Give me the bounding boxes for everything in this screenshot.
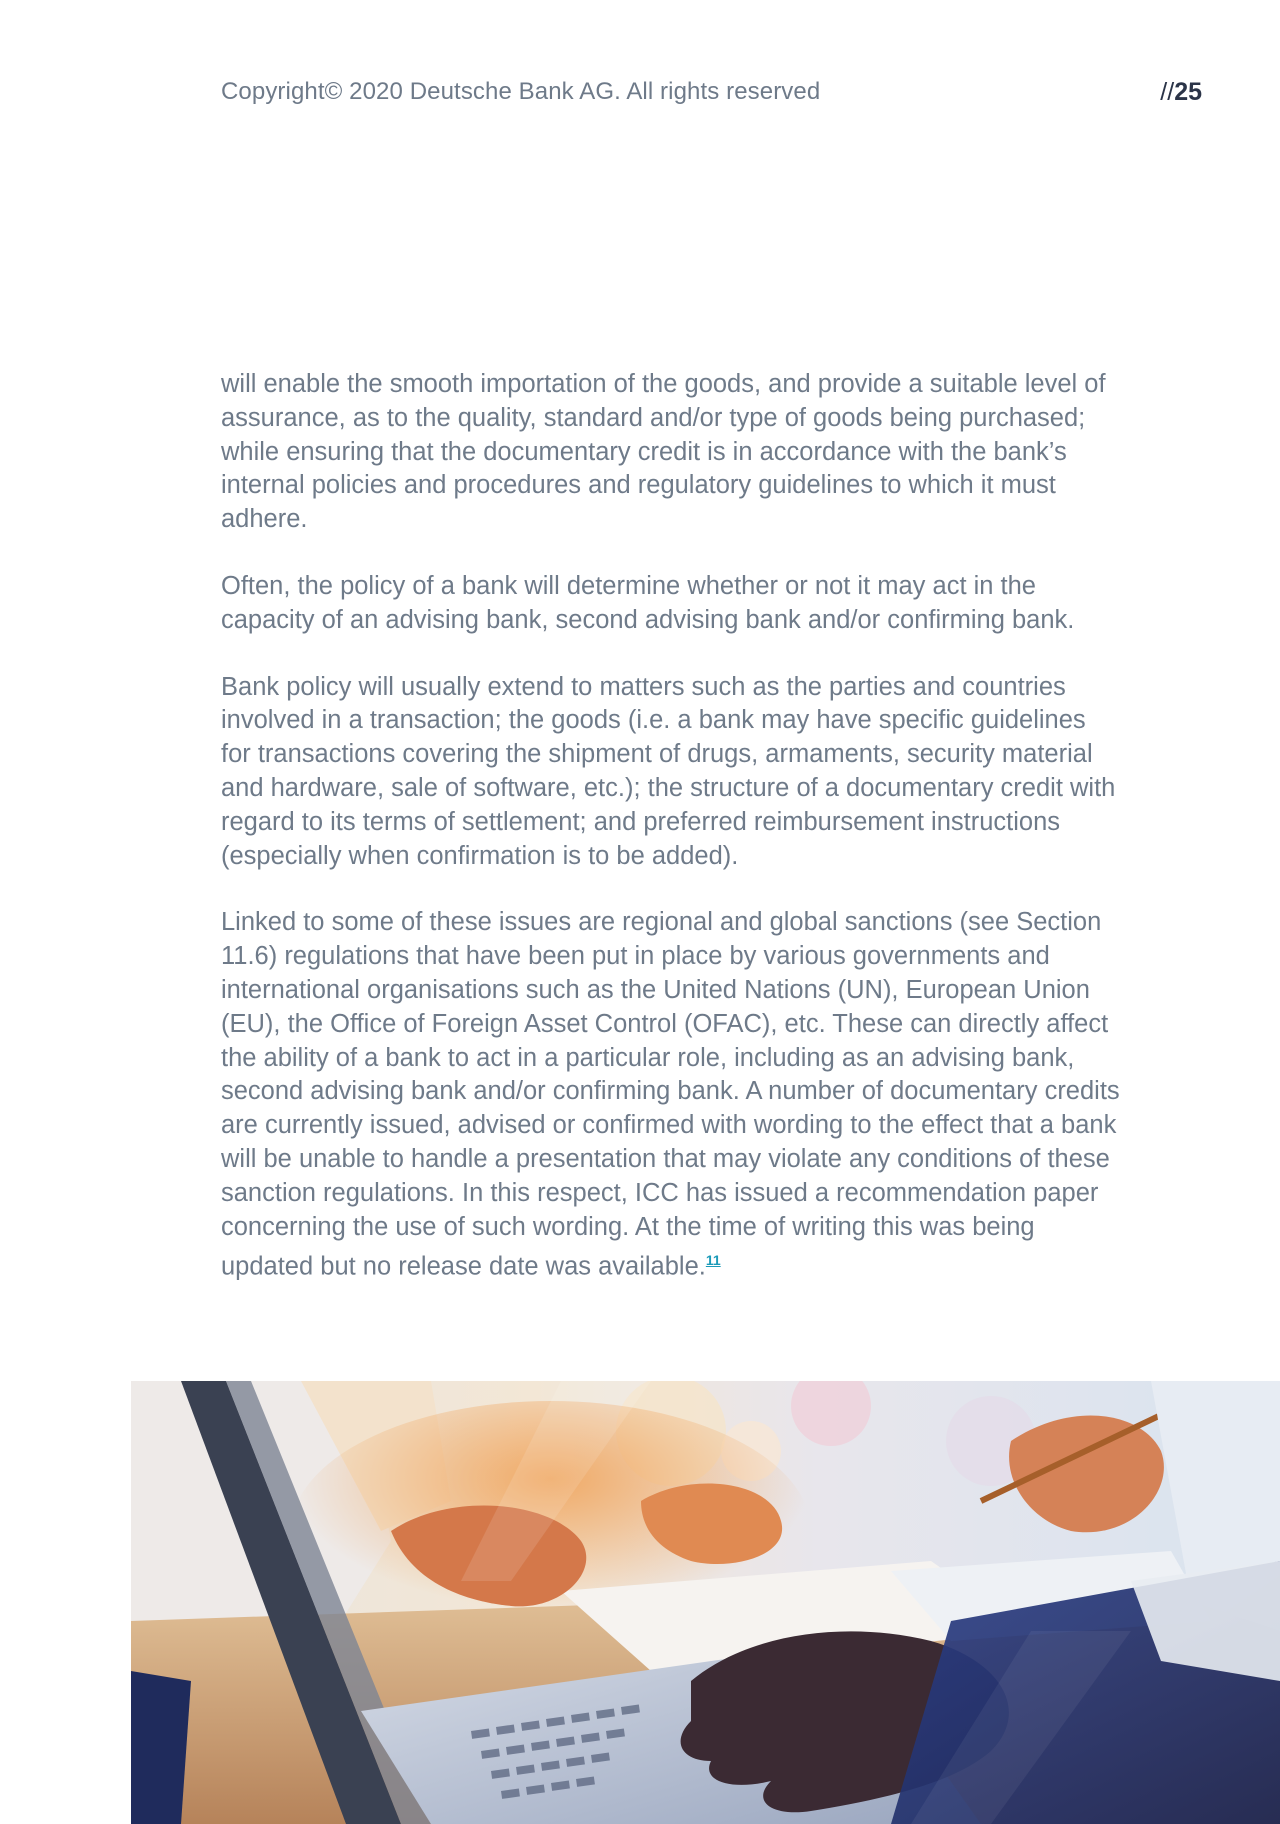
photo-business-laptop (131, 1381, 1280, 1824)
footnote-link[interactable]: 11 (705, 1252, 721, 1269)
paragraph-1: will enable the smooth importation of the goods, and provide a suitable level of assurance, as to the quality, standard and/or type of goods being purchased; while ensuring that the documentary credit is in accordance with the bank’s internal policies and procedures and regulatory guidelines to which it must adhere. (221, 370, 1106, 534)
page-number-prefix: // (1160, 78, 1175, 106)
paragraph-3: Bank policy will usually extend to matters such as the parties and countries involved in a transaction; the goods (i.e. a bank may have specific guidelines for transactions covering the shipment of drugs, armaments, security material and hardware, sale of software, etc.); the structure of a documentary credit with regard to its terms of settlement; and preferred reimbursement instructions (especially when confirmation is to be added). (221, 672, 1116, 870)
paragraph-2: Often, the policy of a bank will determine whether or not it may act in the capacity of an advising bank, second advising bank and/or confirming bank. (221, 571, 1075, 634)
page-number (1160, 78, 1202, 107)
paragraph-4 (221, 906, 1121, 1284)
body-text (221, 368, 1121, 1318)
photo-business-laptop-icon (131, 1381, 1280, 1824)
paragraph-4-text: Linked to some of these issues are regional and global sanctions (see Section 11.6) regulations that have been put in place by various governments and international organisations such as the United Nations (UN), European Union (EU), the Office of Foreign Asset Control (OFAC), etc. These can directly affect the ability of a bank to act in a particular role, including as an advising bank, second advising bank and/or confirming bank. A number of documentary credits are currently issued, advised or confirmed with wording to the effect that a bank will be unable to handle a presentation that may violate any conditions of these sanction regulations. In this respect, ICC has issued a recommendation paper concerning the use of such wording. At the time of writing this was being updated but no release date was available. (221, 908, 1120, 1281)
page-number-value: 25 (1174, 78, 1202, 106)
page-header (221, 78, 1202, 110)
copyright-notice: Copyright© 2020 Deutsche Bank AG. All rights reserved (221, 78, 821, 105)
